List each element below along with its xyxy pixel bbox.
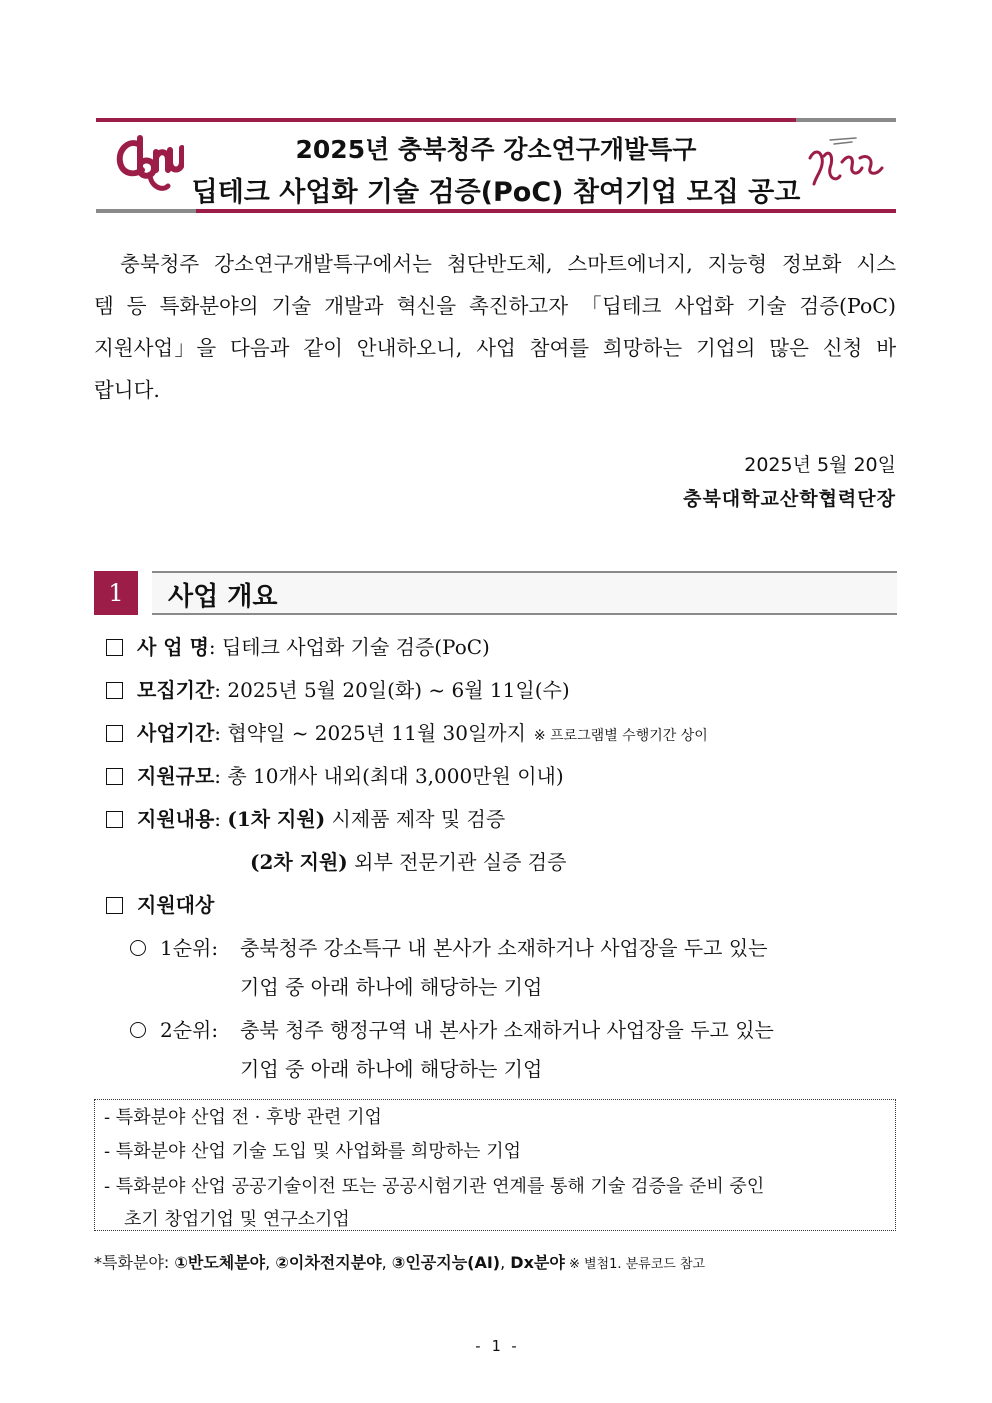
- item-value: : 협약일 ~ 2025년 11월 30일까지: [214, 721, 526, 745]
- item-label: 지원대상: [137, 893, 215, 917]
- item-label: 모집기간: [137, 678, 215, 702]
- organization-name: 충북대학교산학협력단장: [683, 488, 896, 510]
- checkbox-icon: [106, 897, 123, 914]
- item-project-name: [106, 631, 490, 660]
- content-stage-2: (2차 지원): [250, 850, 348, 874]
- checkbox-icon: [106, 768, 123, 785]
- criteria-item: - 특화분야 산업 기술 도입 및 사업화를 희망하는 기업: [104, 1141, 522, 1162]
- header-top-rule: [96, 118, 896, 122]
- item-support-scale: [106, 760, 564, 789]
- criteria-item-continued: 초기 창업기업 및 연구소기업: [124, 1209, 350, 1230]
- title-line-2: 딥테크 사업화 기술 검증(PoC) 참여기업 모집 공고: [191, 177, 801, 208]
- item-project-period: [106, 717, 708, 746]
- checkbox-icon: [106, 811, 123, 828]
- checkbox-icon: [106, 682, 123, 699]
- field-dx: Dx분야: [510, 1253, 565, 1272]
- criteria-item: - 특화분야 산업 공공기술이전 또는 공공시험기관 연계를 통해 기술 검증을 준비 중인: [104, 1176, 765, 1197]
- priority-2: [130, 1014, 218, 1043]
- item-recruit-period: [106, 674, 570, 703]
- item-label: 사업기간: [137, 721, 215, 745]
- field-ai: ③인공지능(AI): [391, 1253, 501, 1272]
- footnote-note: ※ 별첨1. 분류코드 참고: [564, 1257, 706, 1272]
- priority-2-line-1: 충북 청주 행정구역 내 본사가 소재하거나 사업장을 두고 있는: [240, 1018, 774, 1042]
- content-stage-2-text: 외부 전문기관 실증 검증: [347, 850, 567, 874]
- criteria-item: - 특화분야 산업 전 · 후방 관련 기업: [104, 1107, 382, 1128]
- circle-bullet-icon: [130, 940, 146, 956]
- item-value: : 2025년 5월 20일(화) ~ 6월 11일(수): [214, 678, 570, 702]
- announcement-date: 2025년 5월 20일: [744, 454, 896, 476]
- specialized-fields-footnote: [94, 1250, 705, 1273]
- section-number-badge: 1: [94, 571, 138, 615]
- priority-label: 1순위:: [160, 936, 219, 960]
- content-stage-1-text: 시제품 제작 및 검증: [325, 807, 506, 831]
- priority-2-line-2: 기업 중 아래 하나에 해당하는 기업: [240, 1057, 543, 1081]
- checkbox-icon: [106, 639, 123, 656]
- priority-1-line-1: 충북청주 강소특구 내 본사가 소재하거나 사업장을 두고 있는: [240, 936, 768, 960]
- field-battery: ②이차전지분야: [275, 1253, 382, 1272]
- footnote-prefix: *특화분야:: [94, 1253, 175, 1272]
- priority-label: 2순위:: [160, 1018, 219, 1042]
- chungbuk-university-calligraphy-logo: [800, 128, 890, 198]
- intro-paragraph: 충북청주 강소연구개발특구에서는 첨단반도체, 스마트에너지, 지능형 정보화 시스템 등 특화분야의 기술 개발과 혁신을 촉진하고자 「딥테크 사업화 기술 검증(PoC) 지원사업」을 다음과 같이 안내하오니, 사업 참여를 희망하는 기업의 많은 신청 바랍니다.: [94, 252, 896, 402]
- field-semiconductor: ①반도체분야: [174, 1253, 266, 1272]
- item-value: : 총 10개사 내외(최대 3,000만원 이내): [214, 764, 564, 788]
- content-stage-1: (1차 지원): [227, 807, 326, 831]
- item-label: 사 업 명: [137, 635, 209, 659]
- item-value: : 딥테크 사업화 기술 검증(PoC): [208, 635, 490, 659]
- separator: ,: [265, 1253, 276, 1272]
- item-colon: :: [214, 807, 228, 831]
- page-number: - 1 -: [473, 1337, 519, 1355]
- header-bottom-rule: [96, 209, 896, 213]
- item-note: ※ 프로그램별 수행기간 상이: [533, 728, 708, 744]
- separator: ,: [500, 1253, 511, 1272]
- section-title: 사업 개요: [168, 582, 278, 612]
- priority-1-line-2: 기업 중 아래 하나에 해당하는 기업: [240, 975, 543, 999]
- item-label: 지원내용: [137, 807, 215, 831]
- title-line-1: 2025년 충북청주 강소연구개발특구: [295, 135, 697, 164]
- item-support-target: [106, 889, 214, 918]
- separator: ,: [381, 1253, 392, 1272]
- circle-bullet-icon: [130, 1022, 146, 1038]
- item-support-content-2: [250, 846, 566, 875]
- item-label: 지원규모: [137, 764, 215, 788]
- checkbox-icon: [106, 725, 123, 742]
- priority-1: [130, 932, 218, 961]
- item-support-content: [106, 803, 505, 832]
